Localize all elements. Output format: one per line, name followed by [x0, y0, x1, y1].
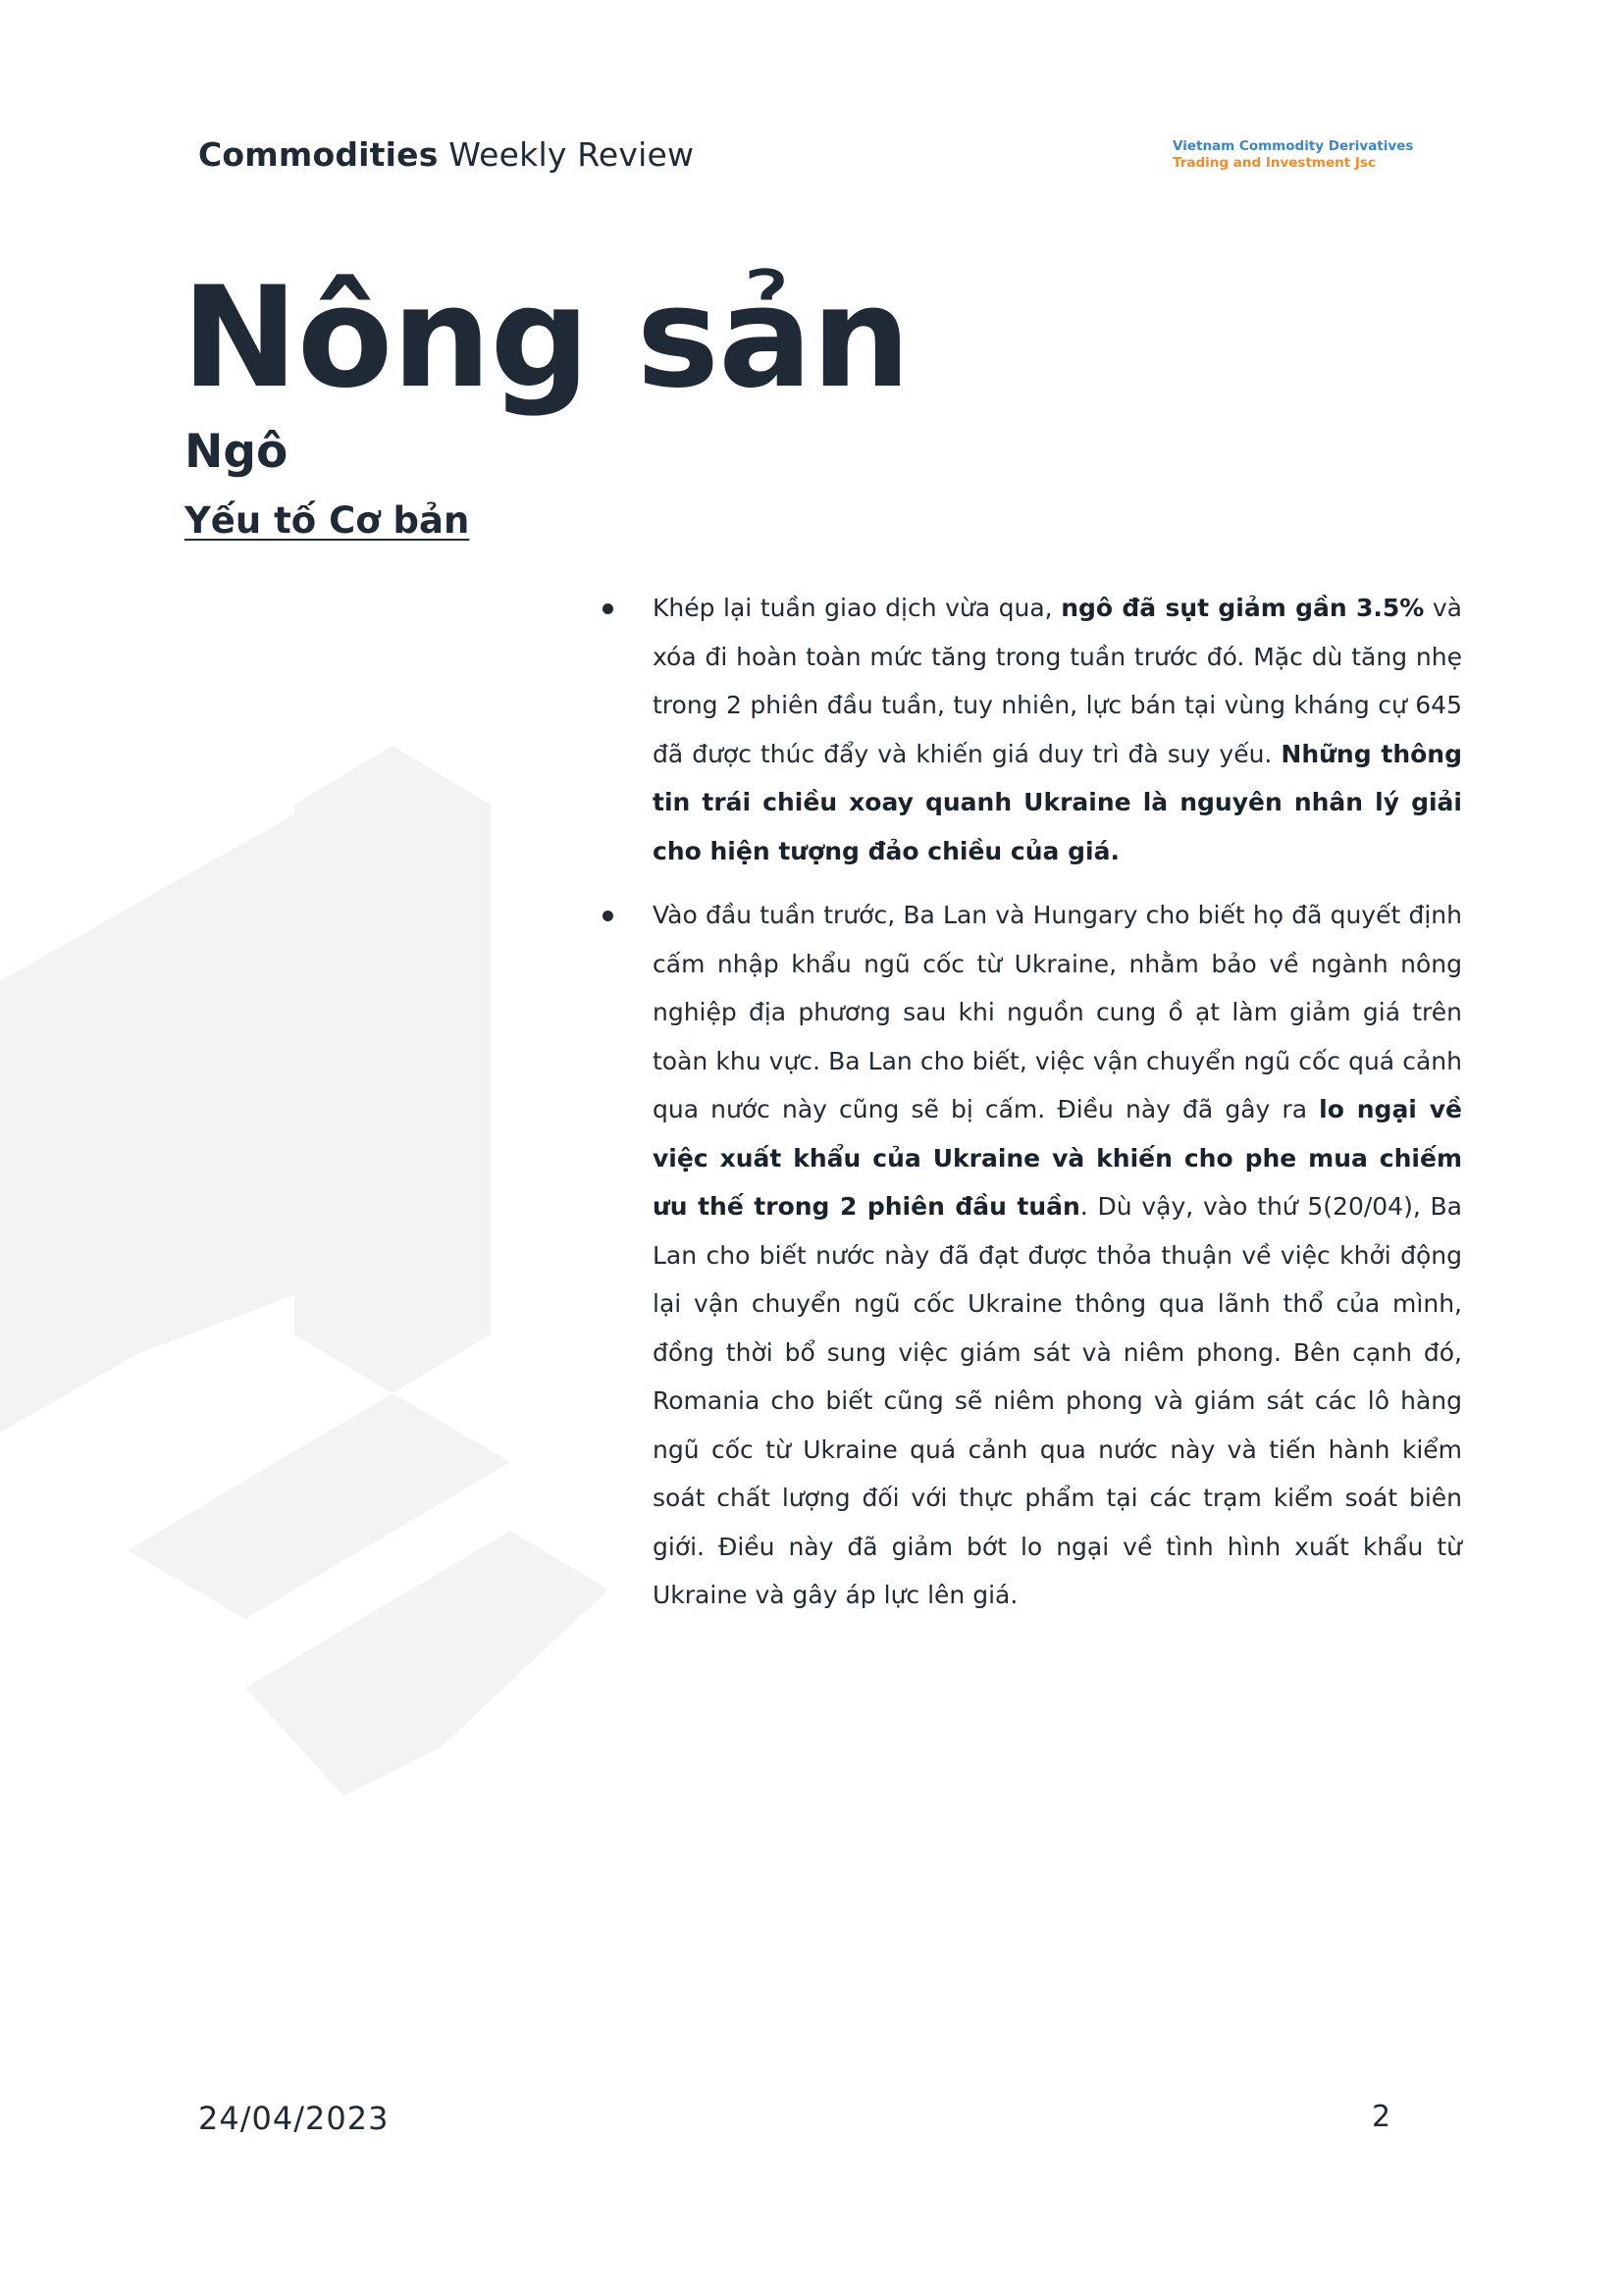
footer-date: 24/04/2023 [198, 2100, 390, 2137]
header-title-rest: Weekly Review [438, 135, 695, 174]
commodity-subtitle: Ngô [184, 425, 288, 479]
header-title-bold: Commodities [198, 135, 439, 174]
logo-line-1: Vietnam Commodity Derivatives [1173, 138, 1414, 154]
page-number: 2 [1372, 2100, 1391, 2134]
bullet-text-bold: ngô đã sụt giảm gần 3.5% [1061, 594, 1425, 622]
bullet-item [599, 891, 1462, 1620]
logo-line-2: Trading and Investment Jsc [1173, 155, 1376, 171]
bullet-text-bold: Những thông tin trái chiều xoay quanh Ukraine là nguyên nhân lý giải cho hiện tượng đảo chiều của giá. [653, 739, 1462, 865]
bullet-dot-icon [602, 911, 613, 921]
bullet-text: và xóa đi hoàn toàn mức tăng trong tuần trước đó. Mặc dù tăng nhẹ trong 2 phiên đầu tuần, tuy nhiên, lực bán tại vùng kháng cự 645 đã được thúc đẩy và khiến giá duy trì đà suy yếu. [653, 594, 1463, 768]
bullet-text: Vào đầu tuần trước, Ba Lan và Hungary cho biết họ đã quyết định cấm nhập khẩu ngũ cốc từ Ukraine, nhằm bảo về ngành nông nghiệp địa phương sau khi nguồn cung ồ ạt làm giảm giá trên toàn khu vực. Ba Lan cho biết, việc vận chuyển ngũ cốc quá cảnh qua nước này cũng sẽ bị cấm. Điều này đã gây ra [653, 901, 1462, 1123]
report-header-title [198, 135, 694, 174]
bullet-dot-icon [602, 603, 613, 614]
bullet-text: . Dù vậy, vào thứ 5(20/04), Ba Lan cho biết nước này đã đạt được thỏa thuận về việc khởi động lại vận chuyển ngũ cốc Ukraine thông qua lãnh thổ của mình, đồng thời bổ sung việc giám sát và niêm phong. Bên cạnh đó, Romania cho biết cũng sẽ niêm phong và giám sát các lô hàng ngũ cốc từ Ukraine quá cảnh qua nước này và tiến hành kiểm soát chất lượng đối với thực phẩm tại các trạm kiểm soát biên giới. Điều này đã giảm bớt lo ngại về tình hình xuất khẩu từ Ukraine và gây áp lực lên giá. [653, 1192, 1463, 1609]
page-title: Nông sản [182, 257, 911, 419]
bullet-text-bold: lo ngại về việc xuất khẩu của Ukraine và khiến cho phe mua chiếm ưu thế trong 2 phiên đầu tuần [653, 1095, 1462, 1221]
bullet-text: Khép lại tuần giao dịch vừa qua, [653, 594, 1062, 622]
section-heading: Yếu tố Cơ bản [184, 499, 470, 542]
company-logo [1173, 138, 1418, 172]
bullet-list [599, 584, 1462, 1636]
bullet-item [599, 584, 1462, 875]
